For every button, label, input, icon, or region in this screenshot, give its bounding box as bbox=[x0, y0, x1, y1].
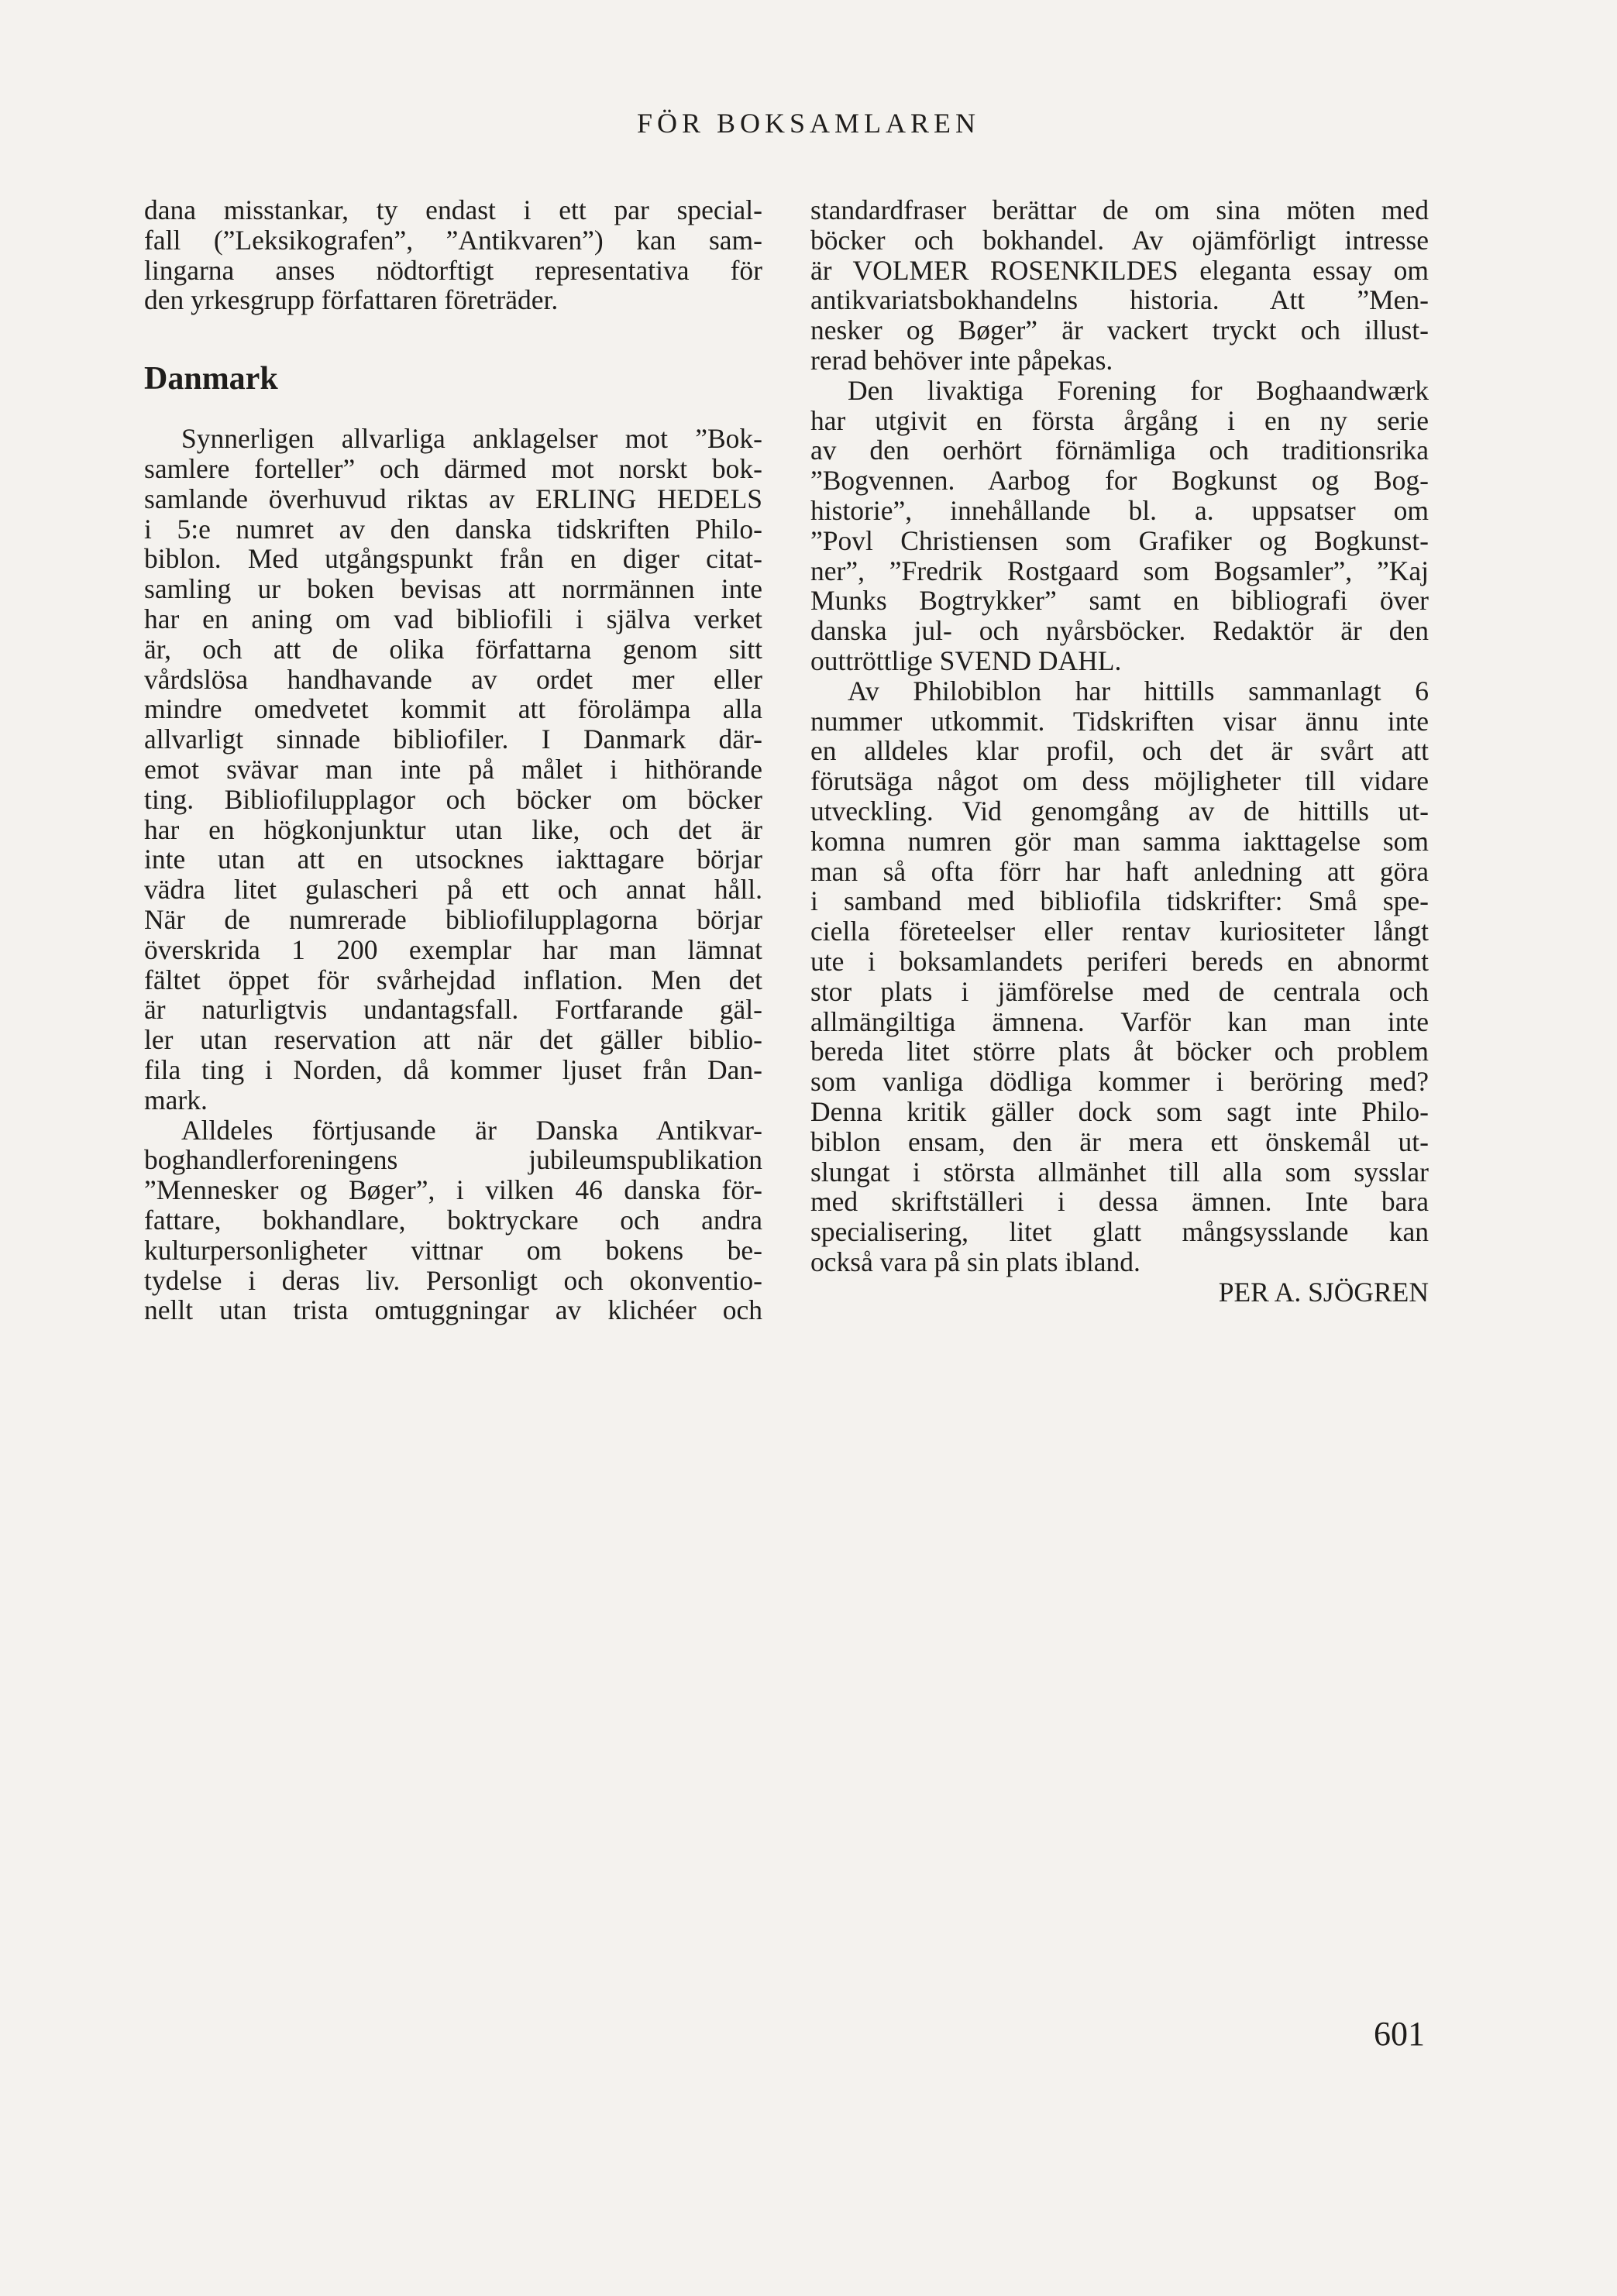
text-line: mark. bbox=[144, 1084, 208, 1115]
text-line: ciella företeelser eller rentav kuriositeter långt bbox=[810, 916, 1429, 947]
text-line: är, och att de olika författarna genom sitt bbox=[144, 633, 762, 665]
text-line: samlande överhuvud riktas av ERLING HEDELS bbox=[144, 483, 762, 514]
text-line: Munks Bogtrykker” samt en bibliografi över bbox=[810, 585, 1429, 617]
text-line: När de numrerade bibliofilupplagorna börjar bbox=[144, 903, 762, 935]
page-number: 601 bbox=[1374, 2015, 1425, 2053]
text-line: historie”, innehållande bl. a. uppsatser om bbox=[810, 494, 1429, 526]
text-line: ute i boksamlandets periferi bereds en abnormt bbox=[810, 945, 1429, 977]
text-line: bereda litet större plats åt böcker och problem bbox=[810, 1036, 1429, 1067]
text-line: inte utan att en utsocknes iakttagare börjar bbox=[144, 844, 762, 875]
text-line: nellt utan trista omtuggningar av klichéer och bbox=[144, 1294, 762, 1326]
text-line: komna numren gör man samma iakttagelse som bbox=[810, 825, 1429, 857]
text-line: också vara på sin plats ibland. bbox=[810, 1246, 1141, 1277]
text-line: vårdslösa handhavande av ordet mer eller bbox=[144, 663, 762, 695]
text-line: Denna kritik gäller dock som sagt inte Philo- bbox=[810, 1095, 1429, 1127]
text-line: specialisering, litet glatt mångsysslande kan bbox=[810, 1216, 1429, 1248]
text-line: har en högkonjunktur utan like, och det är bbox=[144, 813, 762, 845]
text-line: slungat i största allmänhet till alla som sysslar bbox=[810, 1156, 1429, 1188]
text-line: i samband med bibliofila tidskrifter: Små spe- bbox=[810, 885, 1429, 917]
text-line: ”Mennesker og Bøger”, i vilken 46 danska för- bbox=[144, 1174, 762, 1206]
text-line: kulturpersonligheter vittnar om bokens be- bbox=[144, 1234, 762, 1266]
text-line: ting. Bibliofilupplagor och böcker om böcker bbox=[144, 783, 762, 815]
author-signature: PER A. SJÖGREN bbox=[1218, 1276, 1429, 1308]
text-line: den yrkesgrupp författaren företräder. bbox=[144, 284, 559, 316]
text-line: ler utan reservation att när det gäller biblio- bbox=[144, 1024, 762, 1056]
text-line: biblon. Med utgångspunkt från en diger citat- bbox=[144, 543, 762, 575]
text-line: fila ting i Norden, då kommer ljuset från Dan- bbox=[144, 1053, 762, 1085]
text-line: samlere forteller” och därmed mot norskt bok- bbox=[144, 452, 762, 484]
left-column bbox=[144, 195, 762, 1325]
text-line: standardfraser berättar de om sina möten med bbox=[810, 194, 1429, 225]
text-line: överskrida 1 200 exemplar har man lämnat bbox=[144, 933, 762, 965]
text-line: är naturligtvis undantagsfall. Fortfarande gäl- bbox=[144, 994, 762, 1026]
text-line: är VOLMER ROSENKILDES eleganta essay om bbox=[810, 254, 1429, 286]
text-line: ”Bogvennen. Aarbog for Bogkunst og Bog- bbox=[810, 465, 1429, 497]
text-line: av den oerhört förnämliga och traditionsrika bbox=[810, 435, 1429, 466]
text-line: samling ur boken bevisas att norrmännen inte bbox=[144, 573, 762, 605]
text-line: rerad behöver inte påpekas. bbox=[810, 344, 1113, 376]
text-line: med skriftställeri i dessa ämnen. Inte bara bbox=[810, 1186, 1429, 1218]
text-line: ner”, ”Fredrik Rostgaard som Bogsamler”, ”Kaj bbox=[810, 555, 1429, 586]
text-line: dana misstankar, ty endast i ett par special- bbox=[144, 194, 762, 225]
text-line: boghandlerforeningens jubileumspublikation bbox=[144, 1144, 762, 1176]
section-heading: Danmark bbox=[144, 361, 278, 397]
text-line: Av Philobiblon har hittills sammanlagt 6 bbox=[848, 675, 1429, 706]
paragraph bbox=[810, 376, 1429, 676]
text-line: som vanliga dödliga kommer i beröring med? bbox=[810, 1066, 1429, 1098]
text-line: mindre omedvetet kommit att förolämpa alla bbox=[144, 693, 762, 725]
paragraph bbox=[810, 676, 1429, 1308]
text-line: stor plats i jämförelse med de centrala och bbox=[810, 975, 1429, 1007]
paragraph bbox=[144, 424, 762, 1115]
text-line: outtröttlige SVEND DAHL. bbox=[810, 644, 1122, 676]
text-line: allmängiltiga ämnena. Varför kan man inte bbox=[810, 1005, 1429, 1037]
running-head: FÖR BOKSAMLAREN bbox=[636, 108, 981, 139]
text-line: Synnerligen allvarliga anklagelser mot ”Bok- bbox=[181, 423, 762, 455]
text-line: i 5:e numret av den danska tidskriften Philo- bbox=[144, 513, 762, 545]
text-line: Den livaktiga Forening for Boghaandwærk bbox=[848, 374, 1429, 406]
text-line: Alldeles förtjusande är Danska Antikvar- bbox=[181, 1114, 762, 1146]
text-line: nummer utkommit. Tidskriften visar ännu inte bbox=[810, 705, 1429, 737]
right-column bbox=[810, 195, 1429, 1307]
text-line: har en aning om vad bibliofili i själva verket bbox=[144, 603, 762, 634]
text-line: en alldeles klar profil, och det är svårt att bbox=[810, 735, 1429, 767]
text-line: biblon ensam, den är mera ett önskemål ut- bbox=[810, 1126, 1429, 1157]
paragraph bbox=[810, 195, 1429, 376]
text-line: vädra litet gulascheri på ett och annat håll. bbox=[144, 874, 762, 906]
intro-paragraph bbox=[144, 195, 762, 315]
text-line: allvarligt sinnade bibliofiler. I Danmark där- bbox=[144, 724, 762, 755]
text-line: nesker og Bøger” är vackert tryckt och illust- bbox=[810, 314, 1429, 346]
text-line: lingarna anses nödtorftigt representativa för bbox=[144, 254, 762, 286]
text-line: ”Povl Christiensen som Grafiker og Bogkunst- bbox=[810, 524, 1429, 556]
text-line: utveckling. Vid genomgång av de hittills ut- bbox=[810, 795, 1429, 827]
text-line: har utgivit en första årgång i en ny serie bbox=[810, 404, 1429, 436]
text-line: fattare, bokhandlare, boktryckare och andra bbox=[144, 1204, 762, 1236]
text-line: fall (”Leksikografen”, ”Antikvaren”) kan sam- bbox=[144, 224, 762, 256]
text-line: tydelse i deras liv. Personligt och okonventio- bbox=[144, 1264, 762, 1296]
text-line: böcker och bokhandel. Av ojämförligt intresse bbox=[810, 224, 1429, 256]
text-line: förutsäga något om dess möjligheter till vidare bbox=[810, 765, 1429, 797]
text-line: antikvariatsbokhandelns historia. Att ”Men- bbox=[810, 284, 1429, 316]
text-line: emot svävar man inte på målet i hithörande bbox=[144, 753, 762, 785]
paragraph bbox=[144, 1115, 762, 1326]
text-line: man så ofta förr har haft anledning att göra bbox=[810, 855, 1429, 887]
text-line: fältet öppet för svårhejdad inflation. Men det bbox=[144, 964, 762, 995]
text-line: danska jul- och nyårsböcker. Redaktör är den bbox=[810, 615, 1429, 647]
